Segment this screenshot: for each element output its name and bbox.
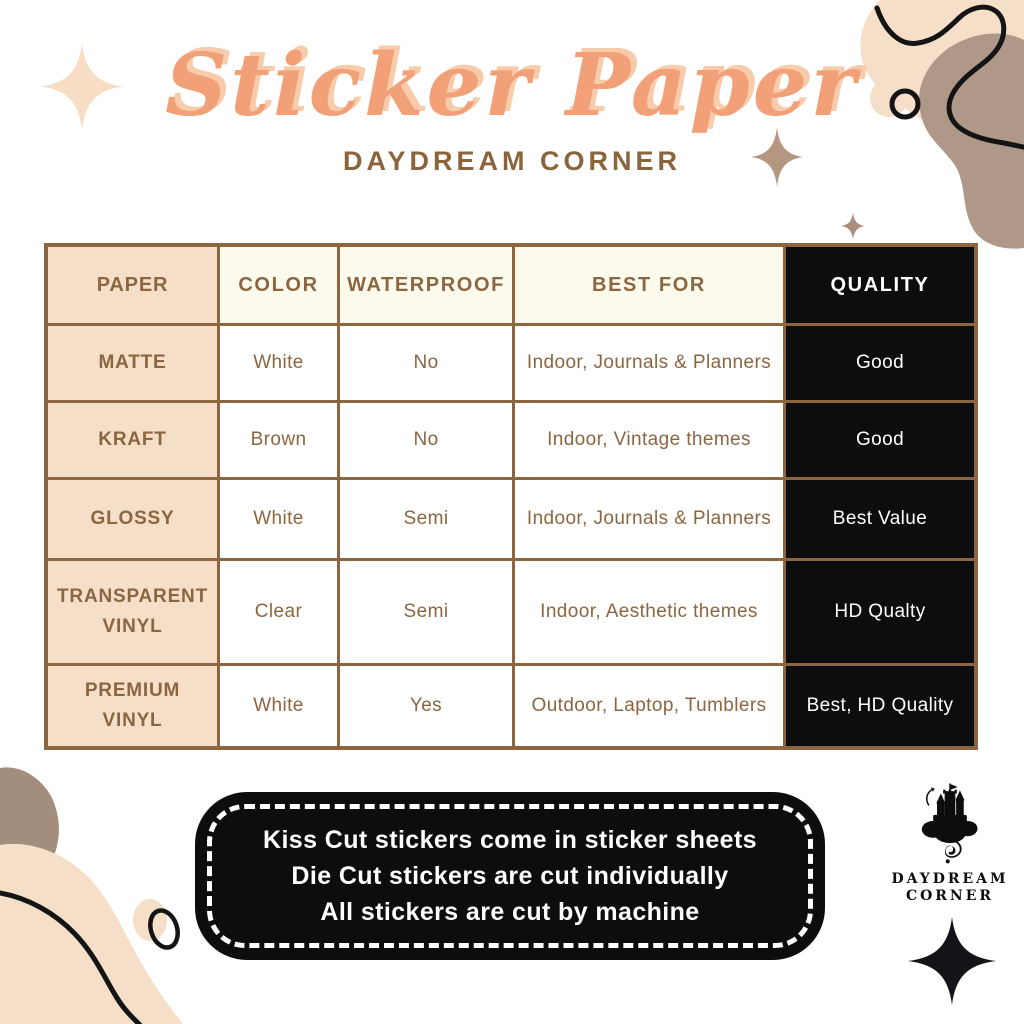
sparkle-icon bbox=[908, 916, 996, 1006]
cell-transparent-vinyl-best-for: Indoor, Aesthetic themes bbox=[515, 561, 783, 663]
brand-subtitle: DAYDREAM CORNER bbox=[342, 146, 682, 176]
bottom-left-blob-shape bbox=[0, 767, 183, 1024]
cell-glossy-quality: Best Value bbox=[786, 480, 974, 558]
note-box bbox=[195, 792, 825, 960]
cell-glossy-paper: GLOSSY bbox=[48, 480, 217, 558]
cell-kraft-paper: KRAFT bbox=[48, 403, 217, 477]
cell-glossy-color: White bbox=[220, 480, 337, 558]
cell-kraft-color: Brown bbox=[220, 403, 337, 477]
page-title: Sticker Paper bbox=[165, 35, 859, 136]
header-cell-quality: QUALITY bbox=[786, 247, 974, 323]
header-cell-waterproof: WATERPROOF bbox=[340, 247, 512, 323]
castle-cloud-logo-icon bbox=[900, 782, 1000, 866]
header-cell-color: COLOR bbox=[220, 247, 337, 323]
note-line: Kiss Cut stickers come in sticker sheets bbox=[262, 825, 757, 854]
sparkle-icon bbox=[841, 212, 865, 240]
cell-matte-quality: Good bbox=[786, 326, 974, 400]
cell-kraft-waterproof: No bbox=[340, 403, 512, 477]
cell-premium-vinyl-paper: PREMIUM VINYL bbox=[48, 666, 217, 746]
header bbox=[0, 28, 1024, 177]
cell-kraft-best-for: Indoor, Vintage themes bbox=[515, 403, 783, 477]
cell-glossy-waterproof: Semi bbox=[340, 480, 512, 558]
cell-matte-best-for: Indoor, Journals & Planners bbox=[515, 326, 783, 400]
cell-premium-vinyl-color: White bbox=[220, 666, 337, 746]
cell-transparent-vinyl-color: Clear bbox=[220, 561, 337, 663]
cell-matte-color: White bbox=[220, 326, 337, 400]
cell-matte-waterproof: No bbox=[340, 326, 512, 400]
cell-transparent-vinyl-quality: HD Qualty bbox=[786, 561, 974, 663]
comparison-table bbox=[44, 243, 978, 750]
cell-glossy-best-for: Indoor, Journals & Planners bbox=[515, 480, 783, 558]
cell-premium-vinyl-waterproof: Yes bbox=[340, 666, 512, 746]
cell-premium-vinyl-quality: Best, HD Quality bbox=[786, 666, 974, 746]
logo-text-line2: CORNER bbox=[905, 888, 995, 904]
cell-matte-paper: MATTE bbox=[48, 326, 217, 400]
header-cell-best-for: BEST FOR bbox=[515, 247, 783, 323]
brand-logo bbox=[878, 782, 1022, 905]
logo-text-line1: DAYDREAM bbox=[891, 871, 1009, 887]
cell-transparent-vinyl-waterproof: Semi bbox=[340, 561, 512, 663]
note-line: All stickers are cut by machine bbox=[320, 897, 700, 926]
cell-transparent-vinyl-paper: TRANSPARENT VINYL bbox=[48, 561, 217, 663]
header-cell-paper: PAPER bbox=[48, 247, 217, 323]
note-line: Die Cut stickers are cut individually bbox=[291, 861, 729, 890]
cell-premium-vinyl-best-for: Outdoor, Laptop, Tumblers bbox=[515, 666, 783, 746]
cell-kraft-quality: Good bbox=[786, 403, 974, 477]
note-box-dashed-frame bbox=[207, 804, 813, 948]
